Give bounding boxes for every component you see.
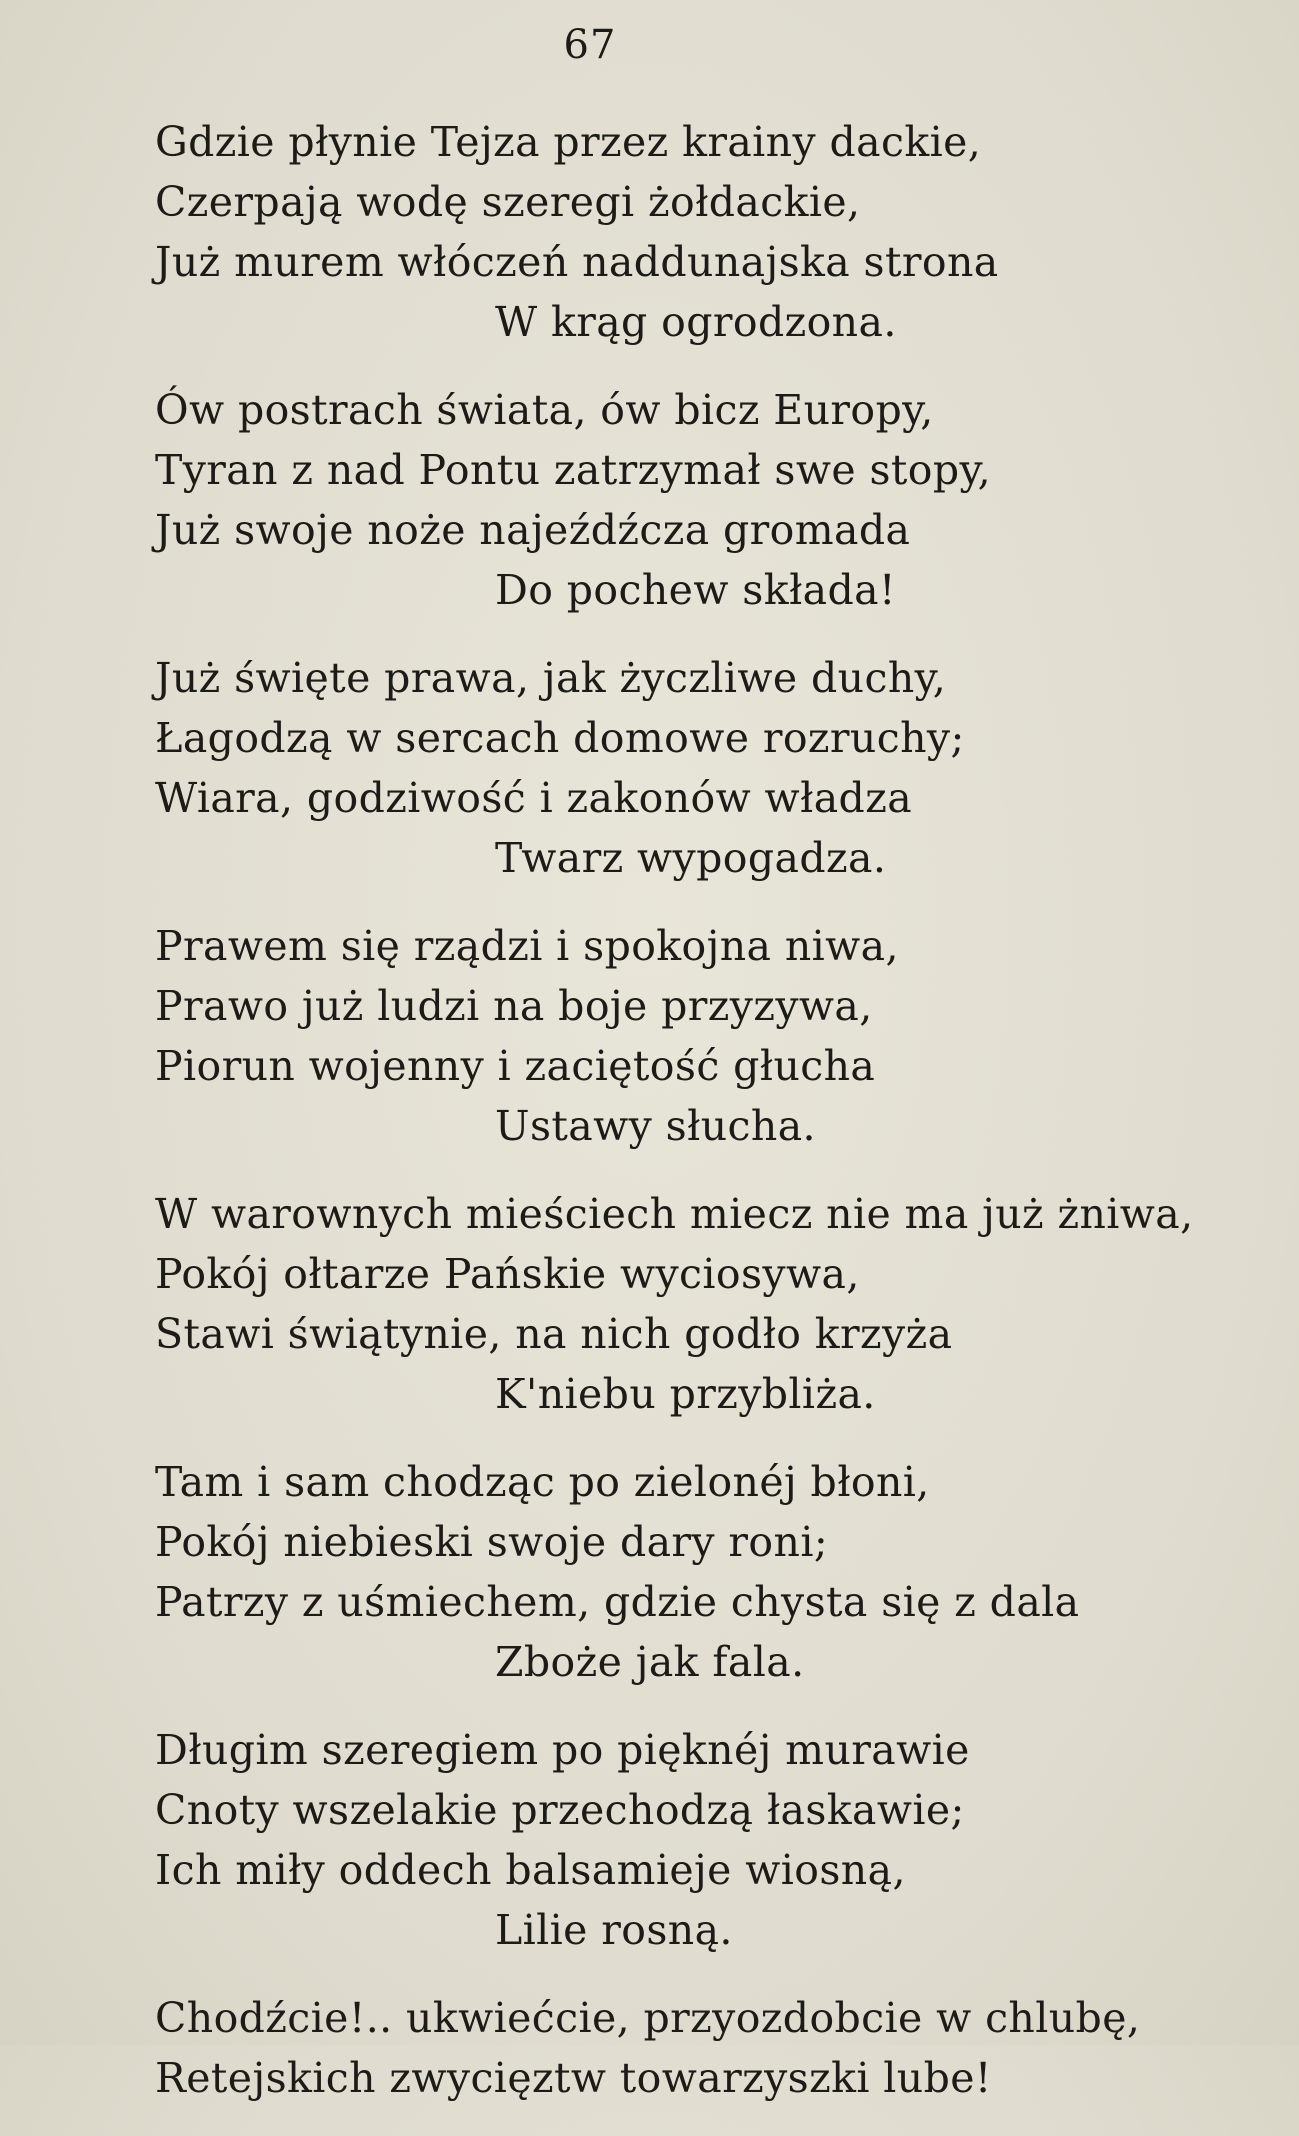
stanza-refrain-line: K'niebu przybliża. [495,1370,876,1418]
verse-line: Cnoty wszelakie przechodzą łaskawie; [155,1786,965,1834]
stanza-refrain-line: Zboże jak fala. [495,1638,805,1686]
verse-line: Już murem włóczeń naddunajska strona [155,238,999,286]
stanza [155,380,1255,620]
verse-line: Tyran z nad Pontu zatrzymał swe stopy, [155,446,992,494]
stanza [155,1720,1255,1960]
page-number: 67 [563,22,617,68]
verse-line: Patrzy z uśmiechem, gdzie chysta się z dala [155,1578,1080,1626]
stanza-refrain-line: W krąg ogrodzona. [495,298,897,346]
stanza-refrain-line: Lilie rosną. [495,1906,733,1954]
verse-line: Pokój niebieski swoje dary roni; [155,1518,829,1566]
verse-line: Tam i sam chodząc po zielonéj błoni, [155,1458,930,1506]
verse-line: Już święte prawa, jak życzliwe duchy, [155,654,947,702]
verse-line: Czerpają wodę szeregi żołdackie, [155,178,861,226]
stanza [155,112,1255,352]
verse-line: Gdzie płynie Tejza przez krainy dackie, [155,118,982,166]
verse-line: Pokój ołtarze Pańskie wyciosywa, [155,1250,860,1298]
verse-line: Prawem się rządzi i spokojna niwa, [155,922,899,970]
verse-line: Chodźcie!.. ukwiećcie, przyozdobcie w chlubę, [155,1994,1141,2042]
verse-line: Łagodzą w sercach domowe rozruchy; [155,714,965,762]
verse-line: Długim szeregiem po pięknéj murawie [155,1726,970,1774]
stanza [155,1184,1255,1424]
stanza-refrain-line: Do pochew składa! [495,566,896,614]
verse-line: Wiara, godziwość i zakonów władza [155,774,913,822]
verse-line: Ich miły oddech balsamieje wiosną, [155,1846,906,1894]
verse-line: Już swoje noże najeźdźcza gromada [155,506,911,554]
verse-line: Stawi świątynie, na nich godło krzyża [155,1310,953,1358]
verse-line: Prawo już ludzi na boje przyzywa, [155,982,873,1030]
poem-body [155,112,1255,2136]
verse-line: Ów postrach świata, ów bicz Europy, [155,386,934,434]
verse-line: Retejskich zwycięztw towarzyszki lube! [155,2054,992,2102]
stanza [155,648,1255,888]
stanza-refrain-line: Twarz wypogadza. [495,834,887,882]
verse-line: W warownych mieściech miecz nie ma już żniwa, [155,1190,1194,1238]
stanza-refrain-line: Ustawy słucha. [495,1102,816,1150]
stanza [155,1452,1255,1692]
stanza [155,916,1255,1156]
stanza [155,1988,1255,2108]
verse-line: Piorun wojenny i zaciętość głucha [155,1042,876,1090]
